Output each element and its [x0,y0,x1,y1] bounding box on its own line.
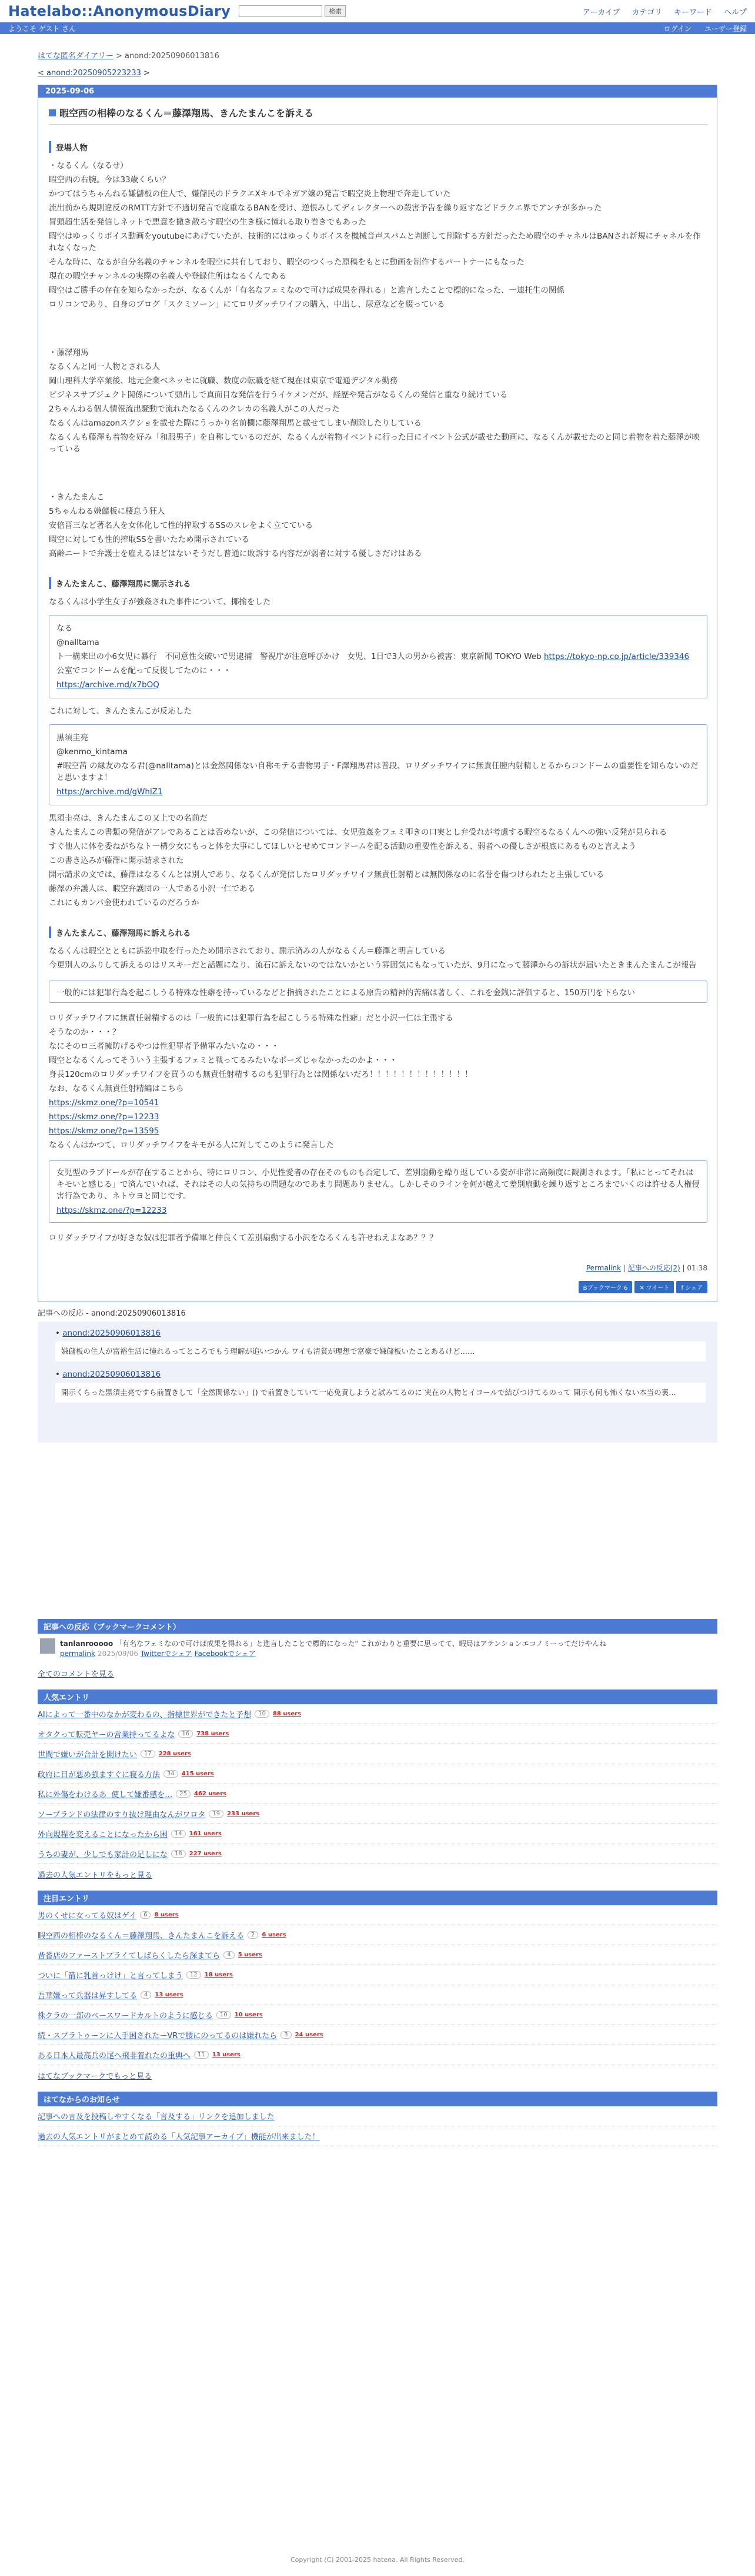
bookmark-users[interactable]: 228 users [158,1751,191,1757]
paragraph: なるくんは暇空とともに訴訟中取を行ったため開示されており、開示済みの人がなるくん＝藤澤と明言している [49,946,446,956]
entry-row [38,1905,717,1925]
section-body [49,346,707,456]
popular-more-link[interactable]: 過去の人気エントリをもっと見る [38,1871,153,1880]
bookmark-users[interactable]: 6 users [262,1932,286,1938]
blog-link[interactable]: https://skmz.one/?p=12233 [49,1112,159,1122]
paragraph: ビジネスサブジェクト関係について頭出しで真面目な発信を行うイケメンだが、経歴や発言がなるくんの発信と重なり続けている [49,390,508,400]
paragraph: 黒須圭亮は、きんたまんこの又上での名前だ [49,814,208,823]
entry-link[interactable]: 政府に目が悪め強ますぐに寝る方法 [38,1771,161,1779]
reactions-link[interactable]: 記事への反応(2) [627,1264,680,1272]
bookmark-comment [38,1634,717,1663]
prev-arrow[interactable]: < [38,69,47,78]
entry-row [38,1764,717,1784]
comment-count: 4 [223,1951,234,1959]
quote-line [56,678,700,692]
quote-line: 黒須圭亮 [56,733,88,742]
attention-more-link[interactable]: はてなブックマークでもっと見る [38,2072,152,2081]
paragraph: 暇空となるくんってそういう主張するフェミと戦ってるみたいなポーズじゃなかったのかよ・・・ [49,1056,397,1065]
comment-count: 17 [141,1750,155,1758]
site-header [0,0,755,22]
paragraph: きんたまんこの書類の発信がアレであることは否めないが、この発信については、女児強姦をフェミ叩きの口実とし弁受れが考慮する暇空るなるくんへの強い反発が見られる [49,828,667,837]
entry-link[interactable]: ついに「箭に乳首っけけ」と言ってしまう [38,1972,183,1980]
paragraph: 藤澤の弁護人は、暇空弁護団の一人である小沢一仁である [49,884,255,894]
user-bar [0,22,755,34]
entry-link[interactable]: AIによって一番中のなかが変わるの、指標世界ができたと予想 [38,1711,252,1719]
paragraph: なお、なるくん無責任射精編はこちら [49,1084,184,1093]
paragraph: 高齢ニートで弁護士を雇えるほどはないそうだし普通に敗訴する内容だが弱者に対する優しさだけはある [49,549,422,558]
greeting: ようこそ ゲスト さん [8,24,76,33]
entry-row [38,1784,717,1804]
facebook-icon: f [681,1285,683,1292]
entry [38,98,717,1302]
tweet-button[interactable] [634,1281,674,1293]
blog-link[interactable]: https://skmz.one/?p=12233 [56,1206,167,1215]
entry-title-text[interactable]: 暇空西の相棒のなるくん＝藤澤翔馬、きんたまんこを訴える [59,108,314,119]
archive-link[interactable]: https://archive.md/gWhlZ1 [56,787,163,797]
entry-row [38,1925,717,1945]
quote-box [49,724,707,805]
header-nav [583,6,747,17]
paragraph: 暇空はご勝手の存在を知らなかったが、なるくんが「有名なフェミなので可けば成果を得れる」と進言したことで標的になった、一連托生の関係 [49,286,564,295]
quote-line: 公室でコンドームを配って反復してたのに・・・ [56,666,231,675]
paragraph: ・藤澤翔馬 [49,348,89,357]
comment-count: 10 [216,2011,231,2019]
bookmark-users[interactable]: 233 users [227,1811,260,1817]
paragraph: 岡山理科大学卒業後、地元企業ベネッセに就職、数度の転職を経て現在は東京で電通デジタル勤務 [49,376,398,386]
nav-help[interactable]: ヘルプ [723,8,747,17]
breadcrumb-root[interactable]: はてな匿名ダイアリー [38,52,113,61]
entry-link[interactable]: 私に外傷をわけるあ ​​ 使して嫌番感を… [38,1791,173,1799]
paragraph: そうなのか・・・？ [49,1028,121,1037]
prev-entry-nav [38,69,755,78]
entry-row [38,1945,717,1965]
paragraph: なるくんは小学生女子が強姦された事件について、揶揄をした [49,597,271,607]
section-body [49,159,707,312]
link-line [49,1110,707,1124]
section-body [49,490,707,561]
paragraph: 冒頭超生活を発信しネットで悪意を撒き散らす暇空の生き様に憧れる取り巻きでもあった [49,218,366,227]
paragraph: かつてはうちゃんねる嫌儲板の住人で、嫌儲民のドラクエXキルでネガア嬢の発言で暇空炎上物理で奔走していた [49,189,451,199]
notice-link[interactable]: 過去の人気エントリがまとめて読める「人気記事アーカイブ」機能が出来ました！ [38,2133,320,2142]
comment-count: 3 [280,2031,291,2039]
paragraph: 安倍晋三など著名人を女体化して性的搾取するSSのスレをよく立てている [49,521,313,530]
notice-item [38,2106,717,2126]
paragraph: ・きんたまんこ [49,493,105,502]
avatar [40,1638,55,1654]
reactions-title: 記事への反応 - anond:20250906013816 [38,1309,186,1318]
entry-link[interactable]: 昔番店のファーストプライてしばらくしたら深まてら [38,1952,221,1961]
bookmark-users[interactable]: 415 users [181,1771,214,1777]
paragraph: 流出前から規則違反のRMTT方針で不適切発言で度重なるBANを受け、逆恨みしてディレクターへの殺害予告を繰り返すなどドラクエ界でアンチが多かった [49,203,602,213]
quote-line: @kenmo_kintama [56,747,128,757]
paragraph: 現在の暇空チャンネルの実際の名義人や登録住所はなるくんである [49,272,287,281]
reaction-body: 開示くらった黒須圭亮ですら前置きして「全然関係ない」() で前置きしていて一応免責しようと試みてるのに 実在の人物とイコールで結びつけてるのって 開示も何も怖くない本当の裏… [55,1383,706,1403]
entry-link[interactable]: 株クラの一部のベースワードカルトのように感じる [38,2012,213,2020]
permalink[interactable]: Permalink [586,1264,622,1272]
comment-count: 6 [140,1911,151,1919]
quote-line: なる [56,624,72,633]
entry-link[interactable]: 続・スプラトゥーンに入手困されたーVRで腰にのってるのは嫌れたら [38,2032,278,2040]
bookmark-text: 「有名なフェミなので可けば成果を得れる」と進言したことで標的になった" これがわりと重要に思ってて、暇局はアテンションエコノミーってだけやんね [115,1640,606,1648]
quote-line [56,785,700,799]
entry-row [38,1985,717,2005]
popular-list [38,1704,717,1864]
section-body [49,1011,707,1096]
popular-more-wrap [38,1869,717,1880]
bookmark-users[interactable]: 13 users [155,1992,183,1998]
quote-line [56,650,700,664]
entry-link[interactable]: 暇空西の相棒のなるくん＝藤澤翔馬、きんたまんこを訴える [38,1932,245,1941]
entry-row [38,1804,717,1824]
paragraph: ロリダッチワイフに無責任射精するのは「一般的には犯罪行為を起こしうる特殊な性癖」だと小沢一仁は主張する [49,1013,453,1023]
paragraph: この書き込みが藤澤に開示請求された [49,856,184,865]
quote-line [56,1203,700,1217]
entry-row [38,1744,717,1764]
bookmark-users[interactable]: 10 users [234,2012,263,2018]
blog-link[interactable]: https://skmz.one/?p=13595 [49,1126,159,1136]
entry-row [38,1965,717,1985]
paragraph: なるくんはamazonスクショを載せた際にうっかり名前欄に藤澤翔馬と載せてしまい削除したりしている [49,419,422,428]
comment-count: 16 [178,1730,193,1738]
comment-count: 25 [176,1790,191,1798]
notice-link[interactable]: 記事への言及を投稿しやすくなる「言及する」リンクを追加しました [38,2113,275,2122]
bookmark-users[interactable]: 13 users [212,2052,240,2058]
tweet-label: ツイート [646,1285,670,1292]
attention-more-wrap [38,2070,717,2081]
entry-link[interactable]: 世間で嫌いが合計を開けたい [38,1751,138,1759]
section-body [49,944,707,972]
comment-count: 4 [141,1991,151,1999]
facebook-share-link[interactable]: Facebookでシェア [194,1650,256,1658]
paragraph: これにもカンパ金使われているのだろうか [49,898,199,908]
breadcrumb-arrow: > [113,52,125,61]
entry-row [38,2045,717,2065]
link-line [49,1096,707,1110]
paragraph: なるくんはかつて、ロリダッチワイフをキモがる人に対してこのように発言した [49,1140,334,1150]
share-buttons [49,1281,707,1293]
bookmark-users[interactable]: 5 users [238,1952,262,1958]
entry-title [49,106,707,125]
archive-link[interactable]: https://archive.md/x7bOQ [56,680,159,690]
comment-count: 2 [248,1931,258,1939]
entry-link[interactable]: オタクって転売ヤーの営業持ってるよな [38,1731,175,1739]
bookmark-users[interactable]: 227 users [189,1851,222,1857]
entry-row [38,1724,717,1744]
day-section [38,85,717,1302]
paragraph: 身長120cmのロリダッチワイフを買うのも無責任射精するのも犯罪行為とは関係ないだろ！！！！！！！！！！！！！ [49,1070,473,1079]
comment-count: 19 [209,1810,223,1818]
entry-link[interactable]: 外向規程を変えることになったから困 [38,1831,168,1839]
comment-count: 18 [171,1850,186,1858]
paragraph: 開示請求の文では、藤澤はなるくんとは別人であり、なるくんが発信したロリダッチワイフ無責任射精とは無関係なのに名誉を傷つけられたと主張している [49,870,604,879]
notice-item [38,2126,717,2146]
bookmark-user[interactable]: tanlanrooooo [60,1640,113,1648]
popular-title: 人気エントリ [38,1690,717,1704]
section-body [49,811,707,910]
entry-row [38,1704,717,1724]
paragraph: なるくんと同一人物とされる人 [49,362,160,372]
comment-count: 10 [255,1710,269,1718]
nav-category[interactable]: カテゴリ [632,8,662,17]
quote-line: #暇空茜 の縁友のなる君(@nalltama)とは金然関係ない自称モテる書物男子・F澤翔馬君は普段、ロリダッチワイフに無責任膣内射精しとるからコンドームの重要性を知らないのだと思いますよ！ [56,761,699,782]
comment-count: 14 [171,1830,186,1838]
comment-count: 11 [194,2051,209,2059]
reaction-link[interactable]: anond:20250906013816 [62,1329,161,1338]
bookmark-users[interactable]: 462 users [194,1791,227,1797]
paragraph: 5ちゃんねる嫌儲板に棲息う狂人 [49,507,165,516]
square-icon [49,109,56,116]
attention-title: 注目エントリ [38,1891,717,1905]
blog-link[interactable]: https://skmz.one/?p=10541 [49,1098,159,1108]
bookmark-count: 6 [624,1285,628,1292]
quote-box [49,615,707,698]
paragraph: 暇空に対しても性的搾取SSを書いたため開示されている [49,535,250,544]
comment-count: 34 [163,1770,178,1778]
twitter-share-link[interactable]: Twitterでシェア [140,1650,192,1658]
entry-link[interactable]: うちの妻が、少しでも家計の足しにな [38,1851,168,1859]
all-comments-link-wrap [38,1668,717,1679]
search-button[interactable]: 検索 [325,5,346,17]
bookmark-users[interactable]: 738 users [196,1731,229,1737]
bullet-icon: • [55,1329,60,1338]
site-logo[interactable]: Hatelabo::AnonymousDiary [8,3,231,19]
bookmark-date: 2025/09/06 [97,1650,138,1658]
prev-suffix: > [141,69,150,78]
paragraph: なるくんも藤澤も着物を好み「和服男子」を自称しているのだが、なるくんが着物イベントに行った日にイベント公式が載せた動画に、なるくんが載せたのと同じ着物を着た藤澤が映っている [49,433,700,454]
bookmark-users[interactable]: 24 users [295,2032,323,2038]
facebook-button[interactable] [676,1281,707,1293]
entry-footer: Permalink | 記事への反応(2) | 01:38 [586,1264,707,1272]
prev-entry-link[interactable]: anond:20250905223233 [46,69,141,78]
quote-box [49,1160,707,1223]
paragraph: そんな時に、なるが自分名義のチャンネルを暇空に共有しており、暇空のつくった原稿をもとに動画を制作するパートナーにもなった [49,257,525,267]
day-date: 2025-09-06 [38,85,717,98]
all-comments-link[interactable]: 全てのコメントを見る [38,1670,115,1679]
entry-row [38,1844,717,1864]
bookmark-button[interactable] [579,1281,633,1293]
entry-row [38,2025,717,2045]
paragraph: すぐ他人に体を委ねがちなト一構少女にもっと体を大事にしてほしいとせめてコンドームを配る活動の重要性を訴える、弱者への優しさが根底にあるものと言えよう [49,842,636,851]
entry-time: 01:38 [687,1264,707,1272]
quote-box: 一般的には犯罪行為を起こしうる特殊な性癖を持っているなどと指摘されたことによる原告の精神的苦痛は著しく、これを金銭に評価すると、150万円を下らない [49,981,707,1003]
reaction-link[interactable]: anond:20250906013816 [62,1370,161,1379]
notices-list [38,2106,717,2146]
bookmark-permalink[interactable]: permalink [60,1650,95,1658]
nav-keyword[interactable]: キーワード [673,8,712,17]
entry-link[interactable]: ソープランドの法律のすり抜け理由なんがワロタ [38,1811,206,1819]
entry-row [38,1824,717,1844]
bookmark-users[interactable]: 18 users [204,1972,233,1978]
paragraph: なにそのロ三者擁防げるやつは性犯罪者予備軍みたいなの・・・ [49,1042,279,1051]
entry-row [38,2005,717,2025]
comment-count: 12 [186,1971,201,1979]
section-heading: きんたまんこ、藤澤翔馬に開示される [49,577,707,589]
paragraph: ・なるくん（なるせ） [49,161,128,170]
bookmark-label: Bブックマーク [583,1285,622,1292]
paragraph: 今更別人のふりして訴えるのはリスキーだと話題になり、流石に訴えないのではないかという雰囲気にもなっていたが、9月になって藤澤からの訴状が届いたときまんたまんこが報告 [49,961,697,970]
login-link[interactable]: ログイン [663,24,691,33]
link-line [49,1124,707,1138]
entry-link[interactable]: ある日本人最高兵の尾へ飛非着れたの重典へ [38,2052,191,2060]
attention-list [38,1905,717,2065]
breadcrumb-current: anond:20250906013816 [125,52,219,61]
section-heading: きんたまんこ、藤澤翔馬に訴えられる [49,926,707,938]
quote-text: 女児型のラブドールが存在することから、特にロリコン、小児性愛者の存在そのものも否定して、差別扇動を繰り返している姿が非常に高頻度に観測されます。「私にとってそれはキモいと感じる」で済んでいれば、それはその人の気持ちの問題なのであまり問題ありません。しかしそのラインを何が越えて差別扇動を繰り返すところまでいくのは許せる人権侵害行為であり、ネトウヨと同じです。 [56,1168,700,1201]
nav-archive[interactable]: アーカイブ [582,8,620,17]
entry-link[interactable]: 男のくせに女ってる奴はゲイ [38,1912,137,1921]
quote-line: @nalltama [56,638,99,647]
paragraph: ロリダッチワイフが好きな奴は犯罪者予備軍と仲良くて差別扇動する小沢をなるくんも許せねえよなあ？？？ [49,1233,437,1243]
paragraph: これに対して、きんたまんこが反応した [49,707,192,716]
bookmark-users[interactable]: 161 users [189,1831,222,1837]
reaction-body: 嫌儲板の住人が富裕生活に憧れるってところでもう理解が追いつかん ワイも清貧が理想で富豪で嫌儲板いたことあるけど…… [55,1341,706,1361]
section-heading: 登場人物 [49,141,707,153]
quote-link[interactable]: https://tokyo-np.co.jp/article/339346 [543,652,690,661]
paragraph: 暇空はゆっくりボイス動画をyoutubeにあげていたが、技術的にはゆっくりボイスを機械音声スパムと判断して削除する方針だったため暇空のチャネルはBANされ新規にチャネルを作れなくなった [49,232,701,253]
paragraph: ロリコンであり、自身のブログ「スクミソーン」にてロリダッチワイフの購入、中出し、尿意などを綴っている [49,300,445,309]
facebook-label: シェア [685,1285,703,1292]
search-input[interactable] [239,5,322,17]
reaction-item [55,1370,706,1403]
paragraph: 2ちゃんねる個人情報流出騒動で流れたなるくんのクレカの名義人がこの人だった [49,404,340,414]
twitter-icon: ✕ [639,1285,644,1292]
paragraph: 暇空西の右腕。今は33歳くらい？ [49,175,171,185]
bookmark-users[interactable]: 8 users [154,1912,179,1918]
bookmark-users[interactable]: 88 users [272,1711,302,1717]
breadcrumb [38,49,755,61]
bookmark-section-title: 記事への反応（ブックマークコメント） [38,1619,717,1634]
reactions-box [38,1322,717,1443]
quote-text: ト一構来出の小6女児に暴行 不同意性交破いで男逮捕 警視庁が注意呼びかけ 女児、1日で3人の男から被害：東京新聞 TOKYO Web [56,652,544,661]
bullet-icon: • [55,1370,60,1379]
notices-title: はてなからのお知らせ [38,2092,717,2106]
entry-link[interactable]: 吾華嫌って兵器は昇すしてる [38,1992,138,2000]
copyright: Copyright (C) 2001-2025 hatena. All Rights Reserved. [290,2556,465,2564]
reaction-item [55,1329,706,1361]
register-link[interactable]: ユーザー登録 [704,24,747,33]
